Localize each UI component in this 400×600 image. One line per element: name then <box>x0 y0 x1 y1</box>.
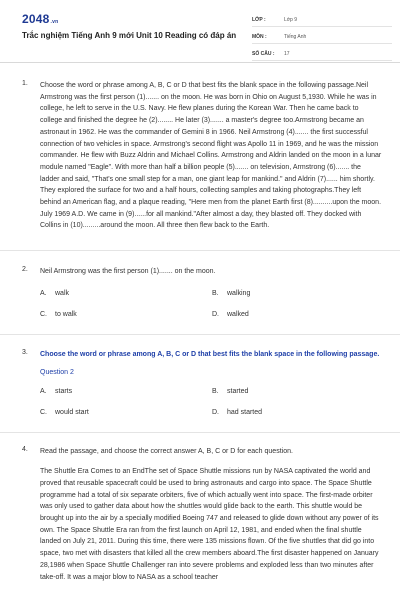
site-logo[interactable] <box>22 12 58 26</box>
question-3 <box>0 335 400 433</box>
question-text: Neil Armstrong was the first person (1)....... on the moon. <box>40 268 216 276</box>
meta-key: MÔN : <box>252 33 267 40</box>
question-text: Choose the word or phrase among A, B, C or D that best fits the blank space in the following passage.Neil Armstrong was the first person (1)....... on the moon. He was born in Ohio on August 5,1930. While he was in college, he left to serve in the U.S. Navy. He flew planes during the Korean War. Then he came back to college and finished the degree he (2)........ He later (3)....... a master's degree too.Armstrong became an astronaut in 1962. He was the commander of Gemini 8 in 1966. Neil Armstrong (4)....... the first successful connection of two vehicles in space. Armstrong's second flight was Apollo 11 in 1969, and he was the mission commander. He flew with Buzz Aldrin and Michael Collins. Armstrong and Aldrin landed on the moon in a lunar module named "Eagle". With more than half a billion people (5)....... on television, Armstrong (6)....... the ladder and said, "That's one small step for a man, one giant leap for mankind." and Aldrin (7)...... him shortly. They explored the surface for two and a half hours, collecting samples and taking photographs.They left behind an American flag, and a plaque reading, "Here men from the planet Earth first (8)..........upon the moon. July 1969 A.D. We came in (9)......for all mankind."After almost a day, they blasted off. They docked with Collins in (10).........around the moon. All three then flew back to the Earth. <box>40 82 382 230</box>
question-text: Choose the word or phrase among A, B, C or D that best fits the blank space in the following passage. <box>40 350 380 358</box>
meta-count <box>252 47 392 61</box>
answer-option-d[interactable] <box>212 409 384 416</box>
question-number: 2. <box>22 266 28 274</box>
logo-text: 2048 <box>22 12 50 26</box>
answer-option-c[interactable] <box>40 311 212 318</box>
answer-option-a[interactable] <box>40 290 212 297</box>
answer-option-b[interactable] <box>212 388 384 395</box>
answer-options <box>40 388 382 416</box>
logo-suffix: .vn <box>50 19 59 25</box>
page-header <box>0 0 400 63</box>
quiz-meta <box>252 13 392 64</box>
question-number: 3. <box>22 348 28 356</box>
meta-value: Lớp 9 <box>284 16 298 23</box>
meta-key: SỐ CÂU : <box>252 50 275 57</box>
answer-option-a[interactable] <box>40 388 212 395</box>
question-1 <box>0 62 400 251</box>
option-letter: D. <box>212 408 219 416</box>
meta-grade <box>252 13 392 27</box>
option-letter: B. <box>212 387 219 395</box>
option-letter: D. <box>212 310 219 318</box>
option-text: walking <box>227 289 251 297</box>
answer-option-d[interactable] <box>212 311 384 318</box>
option-letter: A. <box>40 289 47 297</box>
question-4 <box>0 433 400 584</box>
option-letter: C. <box>40 408 47 416</box>
option-text: starts <box>55 387 73 395</box>
option-text: walk <box>55 289 70 297</box>
question-number: 1. <box>22 80 28 87</box>
meta-value: 17 <box>284 50 290 57</box>
option-text: started <box>227 387 249 395</box>
meta-key: LỚP : <box>252 16 266 23</box>
option-text: would start <box>55 408 89 416</box>
question-list <box>0 62 400 583</box>
option-letter: C. <box>40 310 47 318</box>
option-text: walked <box>227 310 249 318</box>
option-letter: B. <box>212 289 219 297</box>
answer-option-c[interactable] <box>40 409 212 416</box>
page-title: Trắc nghiệm Tiếng Anh 9 mới Unit 10 Reading có đáp án <box>22 31 237 40</box>
sub-question-label: Question 2 <box>40 368 74 376</box>
option-letter: A. <box>40 387 47 395</box>
meta-value: Tiếng Anh <box>284 33 307 40</box>
question-number: 4. <box>22 445 28 453</box>
option-text: had started <box>227 408 263 416</box>
option-text: to walk <box>55 310 77 318</box>
question-2 <box>0 251 400 335</box>
meta-subject <box>252 30 392 44</box>
reading-passage: The Shuttle Era Comes to an EndThe set of Space Shuttle missions run by NASA captivated the world and proved that reusable spacecraft could be used to bring astronauts and cargo into space. The Space Shuttle programme had a total of six separate orbiters, five of which actually went into space. The first-made orbiter was only used to gather data about how the shuttles would glide back to the earth. This shuttle would be brought up into the air by a specially modified Boeing 747 and released to glide down without any power of its own. The Space Shuttle Era ran from the first launch on April 12, 1981, and ended when the final shuttle landed on July 21, 2011. During this time, there were 135 missions flown. Of the five shuttles that did go into space, two met with disasters that killed all the crew members aboard.The first disaster happened on January 28,1986 when Space Shuttle Challenger ran into severe problems and exploded less than two minutes after take-off. It was a major blow to NASA as a school teacher <box>40 468 379 581</box>
answer-options <box>40 290 382 318</box>
question-text: Read the passage, and choose the correct answer A, B, C or D for each question. <box>40 447 293 455</box>
answer-option-b[interactable] <box>212 290 384 297</box>
